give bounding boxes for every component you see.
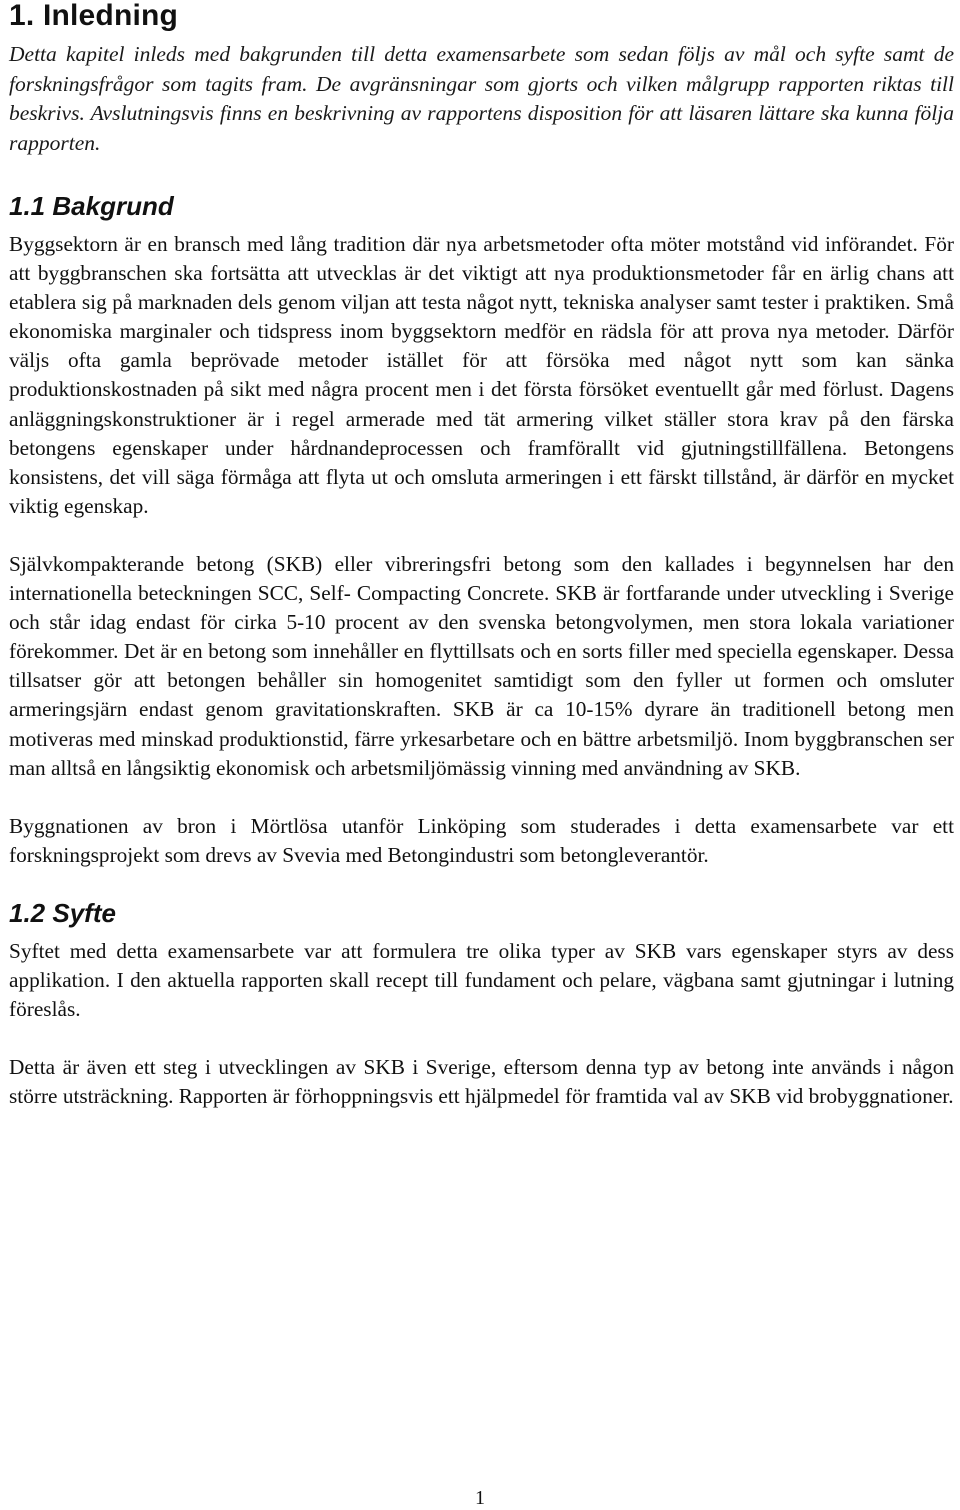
bakgrund-paragraph-1: Byggsektorn är en bransch med lång tradition där nya arbetsmetoder ofta möter motstånd vid införandet. För att byggbranschen ska fortsätta att utvecklas är det viktigt att nya produktionsmetoder får en ärlig chans att etablera sig på marknaden dels genom viljan att testa något nytt, tekniska analyser samt tester i praktiken. Små ekonomiska marginaler och tidspress inom byggsektorn medför en rädsla för att prova nya metoder. Därför väljs ofta gamla beprövade metoder istället för att försöka med något nytt som kan sänka produktionskostnaden på sikt med några procent men i det första försöket eventuellt går med förlust. Dagens anläggningskonstruktioner är i regel armerade med tät armering vilket ställer stora krav på den färska betongens egenskaper under hårdnandeprocessen och framförallt vid gjutningstillfällena. Betongens konsistens, det vill säga förmåga att flyta ut och omsluta armeringen i ett färskt tillstånd, är därför en mycket viktig egenskap. [9, 232, 954, 518]
section-title-bakgrund: 1.1 Bakgrund [9, 191, 174, 221]
page-number: 1 [475, 1487, 485, 1509]
chapter-intro: Detta kapitel inleds med bakgrunden till detta examensarbete som sedan följs av mål och syfte samt de forskningsfrågor som tagits fram. De avgränsningar som gjorts och vilken målgrupp rapporten riktas till beskrivs. Avslutningsvis finns en beskrivning av rapportens disposition för att läsaren lättare ska kunna följa rapporten. [9, 42, 954, 155]
bakgrund-paragraph-2: Självkompakterande betong (SKB) eller vibreringsfri betong som den kallades i begynnelsen har den internationella beteckningen SCC, Self- Compacting Concrete. SKB är fortfarande under utveckling i Sverige och står idag endast för cirka 5-10 procent av den svenska betongvolymen, men stora lokala variationer förekommer. Det är en betong som innehåller en flyttillsats och en sorts filler med speciella egenskaper. Dessa tillsatser gör att betongen behåller sin homogenitet samtidigt som den fyller ut formen och omsluter armeringsjärn endast genom gravitationskraften. SKB är ca 10-15% dyrare än traditionell betong men motiveras med minskad produktionstid, färre yrkesarbetare och en bättre arbetsmiljö. Inom byggbranschen ser man alltså en långsiktig ekonomisk och arbetsmiljömässig vinning med användning av SKB. [9, 551, 954, 780]
document-page [9, 0, 954, 1111]
bakgrund-paragraph-3: Byggnationen av bron i Mörtlösa utanför Linköping som studerades i detta examensarbete var ett forskningsprojekt som drevs av Svevia med Betongindustri som betongleverantör. [9, 813, 954, 867]
syfte-paragraph-2: Detta är även ett steg i utvecklingen av SKB i Sverige, eftersom denna typ av betong inte används i någon större utsträckning. Rapporten är förhoppningsvis ett hjälpmedel för framtida val av SKB vid brobyggnationer. [9, 1055, 954, 1109]
syfte-paragraph-1: Syftet med detta examensarbete var att formulera tre olika typer av SKB vars egenskaper styrs av dess applikation. I den aktuella rapporten skall recept till fundament och pelare, vägbana samt gjutningar i lutning föreslås. [9, 938, 954, 1022]
chapter-title: 1. Inledning [9, 0, 179, 32]
section-title-syfte: 1.2 Syfte [9, 897, 116, 928]
